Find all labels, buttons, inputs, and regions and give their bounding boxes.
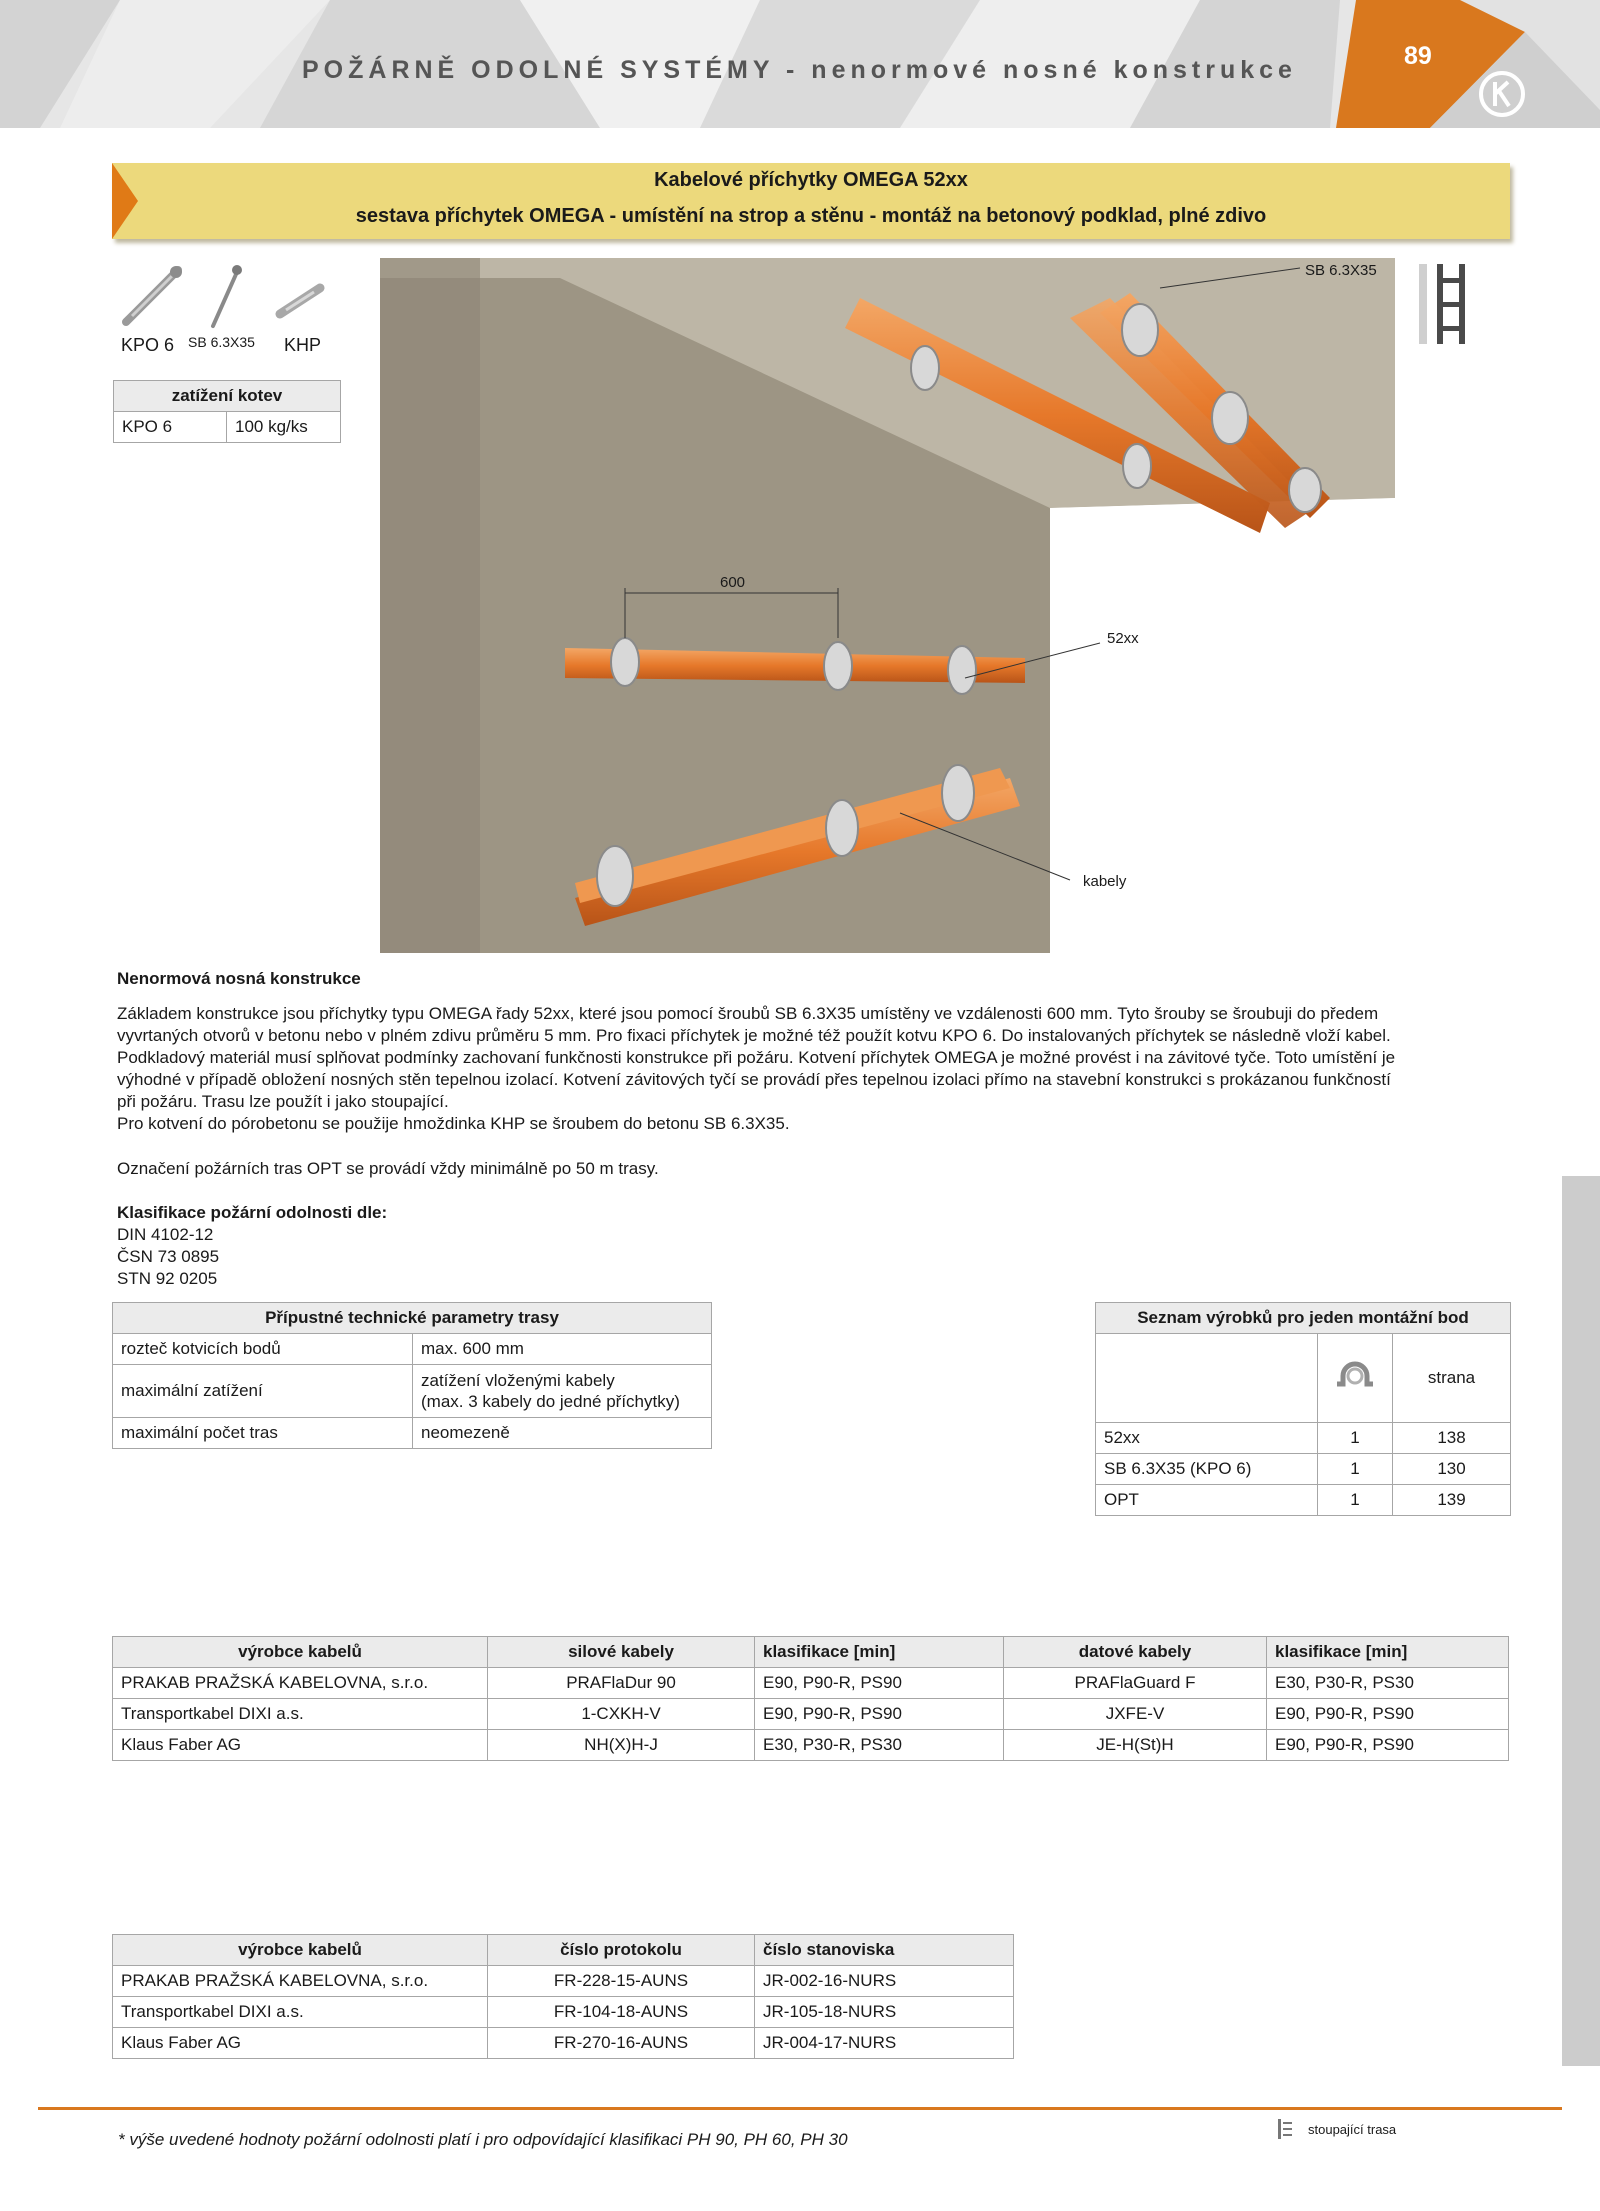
cables-col-maker: výrobce kabelů <box>113 1637 488 1668</box>
anchor-table-header: zatížení kotev <box>114 381 341 412</box>
product-page: 138 <box>1393 1423 1511 1454</box>
protocols-col-protocol: číslo protokolu <box>488 1935 755 1966</box>
classification-item: ČSN 73 0895 <box>117 1247 220 1266</box>
part-label-kpo: KPO 6 <box>121 335 175 355</box>
table-cell: E30, P30-R, PS30 <box>755 1730 1004 1761</box>
anchor-table-cell: KPO 6 <box>114 412 227 443</box>
classification-heading: Klasifikace požární odolnosti dle: <box>117 1203 388 1222</box>
table-cell: JE-H(St)H <box>1004 1730 1267 1761</box>
banner-subtitle: sestava příchytek OMEGA - umístění na strop a stěnu - montáž na betonový podklad, plné zdivo <box>355 205 1267 227</box>
table-row <box>113 2028 1014 2059</box>
table-cell: FR-270-16-AUNS <box>488 2028 755 2059</box>
table-row <box>113 1699 1509 1730</box>
table-row <box>113 1334 712 1365</box>
installation-figure <box>380 258 1400 953</box>
table-cell: PRAFlaGuard F <box>1004 1668 1267 1699</box>
table-cell: PRAKAB PRAŽSKÁ KABELOVNA, s.r.o. <box>113 1668 488 1699</box>
footer-rule <box>38 2107 1562 2110</box>
header-title: POŽÁRNĚ ODOLNÉ SYSTÉMY - nenormové nosné konstrukce <box>302 56 1297 84</box>
product-qty: 1 <box>1318 1423 1393 1454</box>
table-cell: E90, P90-R, PS90 <box>1267 1699 1509 1730</box>
param-key: rozteč kotvicích bodů <box>113 1334 413 1365</box>
table-cell: E90, P90-R, PS90 <box>755 1668 1004 1699</box>
table-cell: PRAFlaDur 90 <box>488 1668 755 1699</box>
figure-label-omega: 52xx <box>1107 630 1139 647</box>
product-page: 139 <box>1393 1485 1511 1516</box>
parameters-header: Přípustné technické parametry trasy <box>113 1303 712 1334</box>
company-logo <box>1478 70 1526 118</box>
anchor-load-table <box>113 380 341 443</box>
part-label-sb: SB 6.3X35 <box>188 334 255 350</box>
page-number: 89 <box>1404 42 1432 70</box>
table-cell: PRAKAB PRAŽSKÁ KABELOVNA, s.r.o. <box>113 1966 488 1997</box>
table-row <box>113 1966 1014 1997</box>
body-line: Podkladový materiál musí splňovat podmínky zachovaní funkčnosti konstrukce při požáru. Kotvení příchytek OMEGA je možné provést i na závitové tyče. Toto umístění je <box>117 1048 1396 1067</box>
product-name: SB 6.3X35 (KPO 6) <box>1096 1454 1318 1485</box>
table-row <box>113 1730 1509 1761</box>
part-label-khp: KHP <box>284 335 322 355</box>
table-row <box>1096 1423 1511 1454</box>
table-cell: E90, P90-R, PS90 <box>755 1699 1004 1730</box>
classification-item: DIN 4102-12 <box>117 1225 214 1244</box>
param-key: maximální počet tras <box>113 1418 413 1449</box>
banner-title: Kabelové příchytky OMEGA 52xx <box>654 169 968 191</box>
legend-label: stoupající trasa <box>1308 2122 1397 2137</box>
body-line: výhodné v případě obložení nosných stěn tepelnou izolací. Kotvení závitových tyčí se provádí přes tepelnou izolaci přímo na stavební konstrukci s prokázanou funkčností <box>117 1070 1391 1089</box>
section-heading: Nenormová nosná konstrukce <box>117 969 361 988</box>
table-cell: E30, P30-R, PS30 <box>1267 1668 1509 1699</box>
table-cell: JXFE-V <box>1004 1699 1267 1730</box>
figure-label-cables: kabely <box>1083 873 1127 890</box>
table-cell: FR-104-18-AUNS <box>488 1997 755 2028</box>
body-line: při požáru. Trasu lze použít i jako stoupající. <box>117 1092 449 1111</box>
products-col-page: strana <box>1393 1334 1511 1423</box>
table-cell: Klaus Faber AG <box>113 1730 488 1761</box>
table-cell: Transportkabel DIXI a.s. <box>113 1997 488 2028</box>
protocols-table <box>112 1934 1014 2059</box>
classification-list <box>117 1224 219 1290</box>
product-name: OPT <box>1096 1485 1318 1516</box>
table-row <box>113 1365 712 1418</box>
figure-dimension: 600 <box>720 574 746 591</box>
table-cell: 1-CXKH-V <box>488 1699 755 1730</box>
rising-route-icon <box>1415 260 1491 348</box>
param-value: neomezeně <box>413 1418 712 1449</box>
footer-note: * výše uvedené hodnoty požární odolnosti platí i pro odpovídající klasifikaci PH 90, PH 60, PH 30 <box>118 2130 848 2149</box>
cables-table <box>112 1636 1509 1761</box>
protocols-col-maker: výrobce kabelů <box>113 1935 488 1966</box>
kpo-anchor-icon <box>118 262 188 330</box>
cables-col-class: klasifikace [min] <box>755 1637 1004 1668</box>
table-row <box>113 1418 712 1449</box>
table-row <box>113 1997 1014 2028</box>
table-cell: Transportkabel DIXI a.s. <box>113 1699 488 1730</box>
body-line: Základem konstrukce jsou příchytky typu OMEGA řady 52xx, které jsou pomocí šroubů SB 6.3X35 umístěny ve vzdálenosti 600 mm. Tyto šrouby se šroubuji do předem <box>117 1004 1379 1023</box>
param-value: zatížení vloženými kabely <box>421 1371 615 1390</box>
table-cell: JR-004-17-NURS <box>755 2028 1014 2059</box>
omega-clip-icon <box>1329 1350 1381 1402</box>
classification-item: STN 92 0205 <box>117 1269 218 1288</box>
product-qty: 1 <box>1318 1454 1393 1485</box>
table-row <box>1096 1485 1511 1516</box>
table-cell: E90, P90-R, PS90 <box>1267 1730 1509 1761</box>
product-name: 52xx <box>1096 1423 1318 1454</box>
cables-col-class: klasifikace [min] <box>1267 1637 1509 1668</box>
table-header-row <box>113 1935 1014 1966</box>
products-header: Seznam výrobků pro jeden montážní bod <box>1096 1303 1511 1334</box>
parameters-table <box>112 1302 712 1449</box>
products-table <box>1095 1302 1511 1516</box>
product-page: 130 <box>1393 1454 1511 1485</box>
table-cell: Klaus Faber AG <box>113 2028 488 2059</box>
cables-col-power: silové kabely <box>488 1637 755 1668</box>
param-value: max. 600 mm <box>413 1334 712 1365</box>
table-cell: NH(X)H-J <box>488 1730 755 1761</box>
body-line: vyvrtaných otvorů v betonu nebo v plném zdivu průměru 5 mm. Pro fixaci příchytek je možné též použít kotvu KPO 6. Do instalovaných příchytek se následně vloží kabel. <box>117 1026 1391 1045</box>
param-value: (max. 3 kabely do jedné příchytky) <box>421 1392 680 1411</box>
screw-icon <box>205 262 245 330</box>
table-row <box>1096 1454 1511 1485</box>
side-tab-bar <box>1562 1176 1600 2066</box>
product-qty: 1 <box>1318 1485 1393 1516</box>
anchor-table-cell: 100 kg/ks <box>227 412 341 443</box>
body-text <box>117 1003 1507 1135</box>
opt-note: Označení požárních tras OPT se provádí vždy minimálně po 50 m trasy. <box>117 1159 659 1178</box>
figure-label-sb: SB 6.3X35 <box>1305 262 1377 279</box>
table-cell: JR-002-16-NURS <box>755 1966 1014 1997</box>
table-header-row <box>113 1637 1509 1668</box>
param-key: maximální zatížení <box>113 1365 413 1418</box>
rising-route-legend-icon <box>1276 2118 1294 2140</box>
table-cell: FR-228-15-AUNS <box>488 1966 755 1997</box>
cables-col-data: datové kabely <box>1004 1637 1267 1668</box>
table-row <box>113 1668 1509 1699</box>
table-cell: JR-105-18-NURS <box>755 1997 1014 2028</box>
protocols-col-opinion: číslo stanoviska <box>755 1935 1014 1966</box>
khp-dowel-icon <box>274 280 328 320</box>
body-line: Pro kotvení do pórobetonu se použije hmoždinka KHP se šroubem do betonu SB 6.3X35. <box>117 1114 790 1133</box>
